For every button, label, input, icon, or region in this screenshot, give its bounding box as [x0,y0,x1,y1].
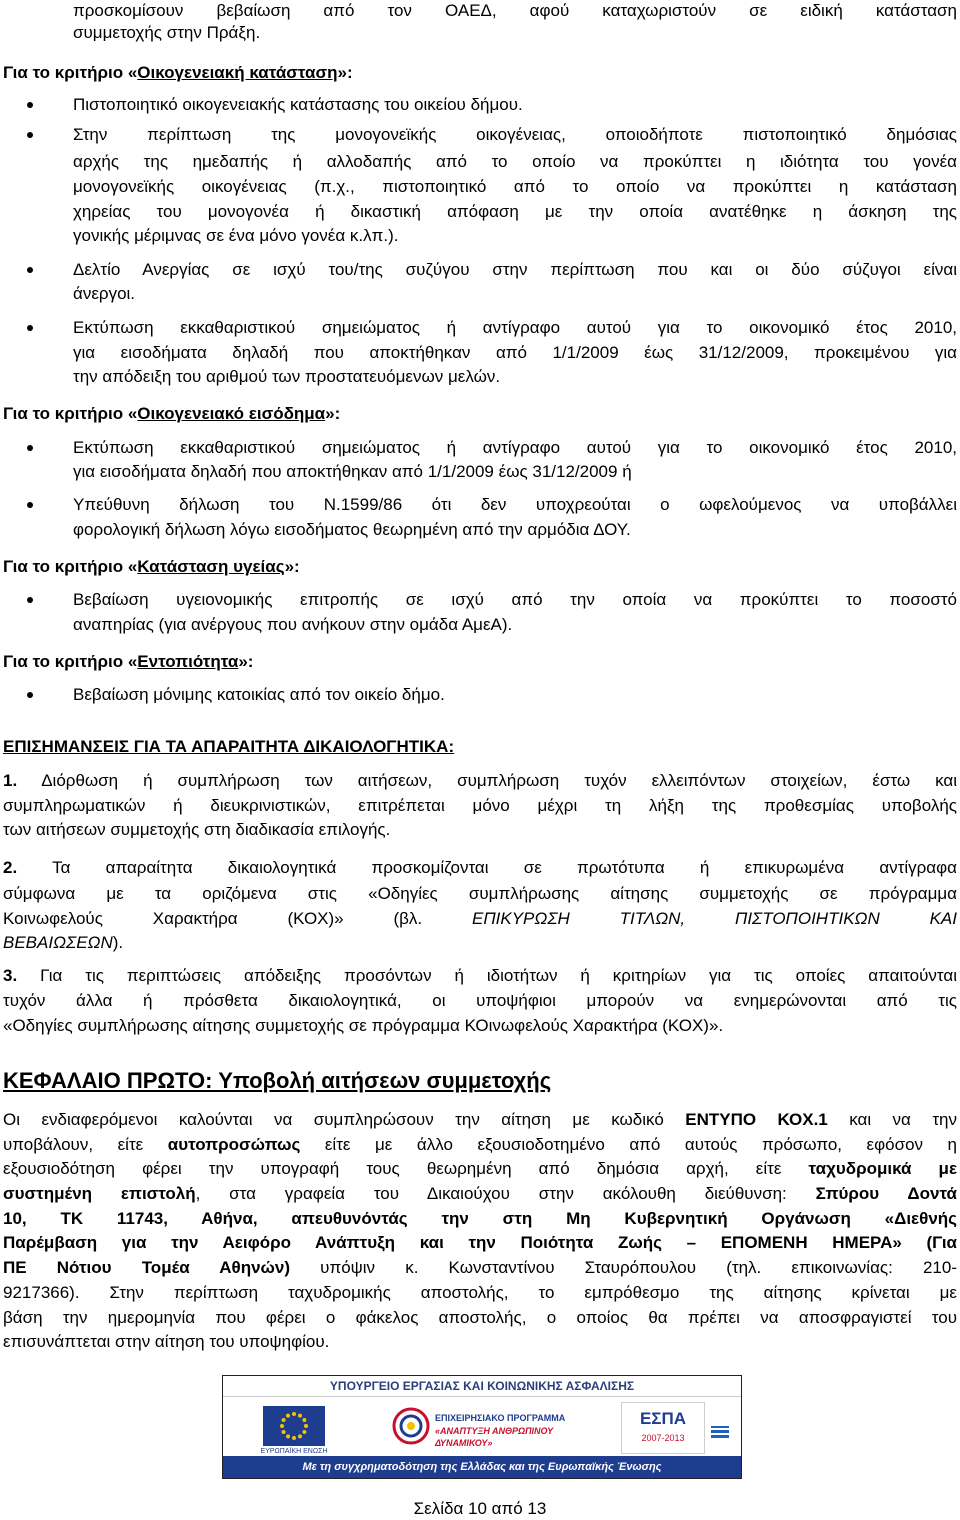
note-text: Τα απαραίτητα δικαιολογητικά προσκομίζονται σε πρωτότυπα ή επικυρωμένα αντίγραφα [17,858,957,877]
cofunding-footer: Με τη συγχρηματοδότηση της Ελλάδας και της Ευρωπαϊκής Ένωσης [223,1456,741,1478]
note-line: των αιτήσεων συμμετοχής στη διαδικασία επιλογής. [3,820,391,839]
criterion-heading-family-income [3,403,340,425]
criterion-heading-health-status [3,556,300,578]
funding-logo-band [222,1375,742,1479]
note-line: «Οδηγίες συμπλήρωσης αίτησης συμμετοχής σε πρόγραμμα ΚΟινωφελούς Χαρακτήρα (ΚΟΧ)». [3,1016,724,1035]
bullet-icon [27,267,33,273]
criterion-suffix: »: [337,63,353,82]
note-number: 1. [3,771,18,790]
body-line [3,1134,957,1156]
criterion-prefix: Για το κριτήριο « [3,652,138,671]
chapter-title: ΚΕΦΑΛΑΙΟ ΠΡΩΤΟ: Υποβολή αιτήσεων συμμετοχής [3,1068,552,1093]
list-item-line: Στην περίπτωση της μονογονεϊκής οικογένειας, οποιοδήποτε πιστοποιητικό δημόσιας [73,125,957,144]
list-item-line: αναπηρίας (για ανέργους που ανήκουν στην ομάδα ΑμεΑ). [73,615,513,634]
espa-years: 2007-2013 [641,1433,685,1443]
note-line: συμπληρωματικών ή διευκρινιστικών, επιτρέπεται μόνο μέχρι τη λήξη της προθεσμίας υποβολής [3,796,957,815]
note-line [3,770,957,792]
list-item: Πιστοποιητικό οικογενειακής κατάστασης του οικείου δήμου. [73,95,523,114]
list-item-line: Υπεύθυνη δήλωση του Ν.1599/86 ότι δεν υποχρεούται ο ωφελούμενος να υποβάλλει [73,495,957,514]
note-italic-text: ΒΕΒΑΙΩΣΕΩΝ [3,933,113,952]
note-line: τυχόν άλλα ή πρόσθετα δικαιολογητικά, οι υποψήφιοι μπορούν να ενημερώνονται από τις [3,991,957,1010]
body-text: υπόψιν κ. Κωνσταντίνου Σταυρόπουλου (τηλ. επικοινωνίας: 210- [290,1258,957,1277]
eu-stars-icon [263,1406,325,1446]
criterion-suffix: »: [238,652,254,671]
body-text: Οι ενδιαφερόμενοι καλούνται να συμπληρώσουν την αίτηση με κωδικό [3,1110,686,1129]
note-italic-text: ΕΠΙΚΥΡΩΣΗ ΤΙΤΛΩΝ, ΠΙΣΤΟΠΟΙΗΤΙΚΩΝ ΚΑΙ [472,909,957,928]
note-number: 2. [3,858,18,877]
list-item-line: για εισοδήματα δηλαδή που αποκτήθηκαν από 1/1/2009 έως 31/12/2009 ή [73,462,632,481]
ministry-header: ΥΠΟΥΡΓΕΙΟ ΕΡΓΑΣΙΑΣ ΚΑΙ ΚΟΙΝΩΝΙΚΗΣ ΑΣΦΑΛΙΣΗΣ [223,1376,741,1397]
body-bold-text: ΠΕ Νότιου Τομέα Αθηνών) [3,1258,291,1277]
espa-label: ΕΣΠΑ [639,1409,687,1428]
body-line: επισυνάπτεται στην αίτηση του υποψηφίου. [3,1332,330,1351]
body-text: , στα γραφεία του Δικαιούχου στην ακόλουθη διεύθυνση: [195,1184,816,1203]
bullet-icon [27,692,33,698]
list-item-line: Εκτύπωση εκκαθαριστικού σημειώματος ή αντίγραφο αυτού για το οικονομικό έτος 2010, [73,318,957,337]
body-line: Παρέμβαση για την Αειφόρο Ανάπτυξη και την Ποιότητα Ζωής – ΕΠΟΜΕΝΗ ΗΜΕΡΑ» (Για [3,1233,957,1252]
body-line: 10, ΤΚ 11743, Αθήνα, απευθυνόντάς την στη Μη Κυβερνητική Οργάνωση «Διεθνής [3,1209,957,1228]
bullet-icon [27,132,33,138]
notes-heading: ΕΠΙΣΗΜΑΝΣΕΙΣ ΓΙΑ ΤΑ ΑΠΑΡΑΙΤΗΤΑ ΔΙΚΑΙΟΛΟΓΗΤΙΚΑ: [3,737,455,756]
body-line [3,1183,957,1205]
list-item: Βεβαίωση μόνιμης κατοικίας από τον οικείο δήμο. [73,685,445,704]
body-line: 9217366). Στην περίπτωση ταχυδρομικής αποστολής, το εμπρόθεσμο της αίτησης κρίνεται με [3,1283,957,1302]
bullet-icon [27,445,33,451]
body-bold-text: συστημένη επιστολή [3,1184,196,1203]
criterion-name: Εντοπιότητα [137,652,239,671]
list-item-line: Εκτύπωση εκκαθαριστικού σημειώματος ή αντίγραφο αυτού για το οικονομικό έτος 2010, [73,438,957,457]
body-line: βάση την ημερομηνία που φέρει ο φάκελος αποστολής, ο οποίος θα πρέπει να αποσφραγιστεί του [3,1308,957,1327]
list-item-line: Βεβαίωση υγειονομικής επιτροπής σε ισχύ από την οποία να προκύπτει το ποσοστό [73,590,957,609]
list-item-line: άνεργοι. [73,284,136,303]
program-subtitle-line: «ΑΝΑΠΤΥΞΗ ΑΝΘΡΩΠΙΝΟΥ ΔΥΝΑΜΙΚΟΥ» [435,1426,554,1448]
bullet-icon [27,502,33,508]
criterion-suffix: »: [325,404,341,423]
note-text: Κοινωφελούς Χαρακτήρα (ΚΟΧ)» (βλ. [3,909,472,928]
body-text: είτε με άλλο εξουσιοδοτημένο από αυτούς πρόσωπο, εφόσον η [300,1135,957,1154]
list-item-line: μονογονεϊκής οικογένειας (π.χ., πιστοποιητικό από το οποίο να προκύπτει η κατάσταση [73,177,957,196]
criterion-name: Οικογενειακό εισόδημα [137,404,326,423]
body-line [3,1158,957,1180]
bullet-icon [27,102,33,108]
criterion-prefix: Για το κριτήριο « [3,404,138,423]
espa-logo-icon [621,1402,705,1454]
program-swirl-icon [391,1406,431,1446]
note-text: Διόρθωση ή συμπλήρωση των αιτήσεων, συμπλήρωση τυχόν ελλειπόντων στοιχείων, έστω και [17,771,957,790]
bullet-icon [27,325,33,331]
criterion-heading-locality [3,651,253,673]
note-line [3,908,957,930]
list-item-line: την απόδειξη του αριθμού των προστατευόμενων μελών. [73,367,501,386]
form-code: ΕΝΤΥΠΟ ΚΟΧ.1 [685,1110,828,1129]
note-line [3,857,957,879]
program-emblem-icon [391,1406,431,1446]
continued-text-line: προσκομίσουν βεβαίωση από τον ΟΑΕΔ, αφού καταχωριστούν σε ειδική κατάσταση [73,1,957,20]
note-line [3,932,123,954]
address-text: Σπύρου Δοντά [815,1184,958,1203]
flag-stripe [711,1433,729,1435]
criterion-prefix: Για το κριτήριο « [3,557,138,576]
body-line [3,1109,957,1131]
list-item-line: Δελτίο Ανεργίας σε ισχύ του/της συζύγου στην περίπτωση που και οι δύο σύζυγοι είναι [73,260,957,279]
body-bold-text: ταχυδρομικά με [808,1159,958,1178]
greek-flag-icon [711,1426,729,1438]
criterion-name: Κατάσταση υγείας [137,557,285,576]
eu-flag-icon [263,1406,325,1446]
note-line: σύμφωνα με τα οριζόμενα στις «Οδηγίες συμπλήρωσης αίτησης συμμετοχής σε πρόγραμμα [3,884,957,903]
list-item-line: χηρείας του μονογονέα ή δικαστική απόφαση με την οποία ανατέθηκε η άσκηση της [73,202,957,221]
note-number: 3. [3,966,18,985]
continued-text-line: συμμετοχής στην Πράξη. [73,23,261,42]
criterion-name: Οικογενειακή κατάσταση [137,63,338,82]
list-item-line: γονικής μέριμνας σε ένα μόνο γονέα κ.λπ.). [73,226,399,245]
body-text: εξουσιοδότηση φέρει την υπογραφή τους θεωρημένη από δημόσια αρχή, είτε [3,1159,809,1178]
program-title-line: ΕΠΙΧΕΙΡΗΣΙΑΚΟ ΠΡΟΓΡΑΜΜΑ [435,1413,566,1423]
criterion-heading-family-status [3,62,353,84]
body-bold-text: αυτοπροσώπως [167,1135,301,1154]
body-line [3,1257,957,1279]
body-text: και να την [827,1110,957,1129]
eu-label: ΕΥΡΩΠΑΪΚΗ ΕΝΩΣΗ [260,1448,328,1455]
page-number: Σελίδα 10 από 13 [413,1499,547,1518]
criterion-prefix: Για το κριτήριο « [3,63,138,82]
list-item-line: αρχής της ημεδαπής ή αλλοδαπής από το οποίο να προκύπτει η ιδιότητα του γονέα [73,152,957,171]
body-text: υποβάλουν, είτε [3,1135,168,1154]
list-item-line: για εισοδήματα δηλαδή που αποκτήθηκαν από 1/1/2009 έως 31/12/2009, προκειμένου για [73,343,957,362]
criterion-suffix: »: [284,557,300,576]
note-text: Για τις περιπτώσεις απόδειξης προσόντων ή ιδιοτήτων ή κριτηρίων για τις οποίες απαιτούνται [17,966,957,985]
flag-stripe [711,1428,729,1430]
bullet-icon [27,597,33,603]
list-item-line: φορολογική δήλωση λόγω εισοδήματος θεωρημένη από την αρμόδια ΔΟΥ. [73,520,631,539]
note-text: ). [112,933,124,952]
note-line [3,965,957,987]
